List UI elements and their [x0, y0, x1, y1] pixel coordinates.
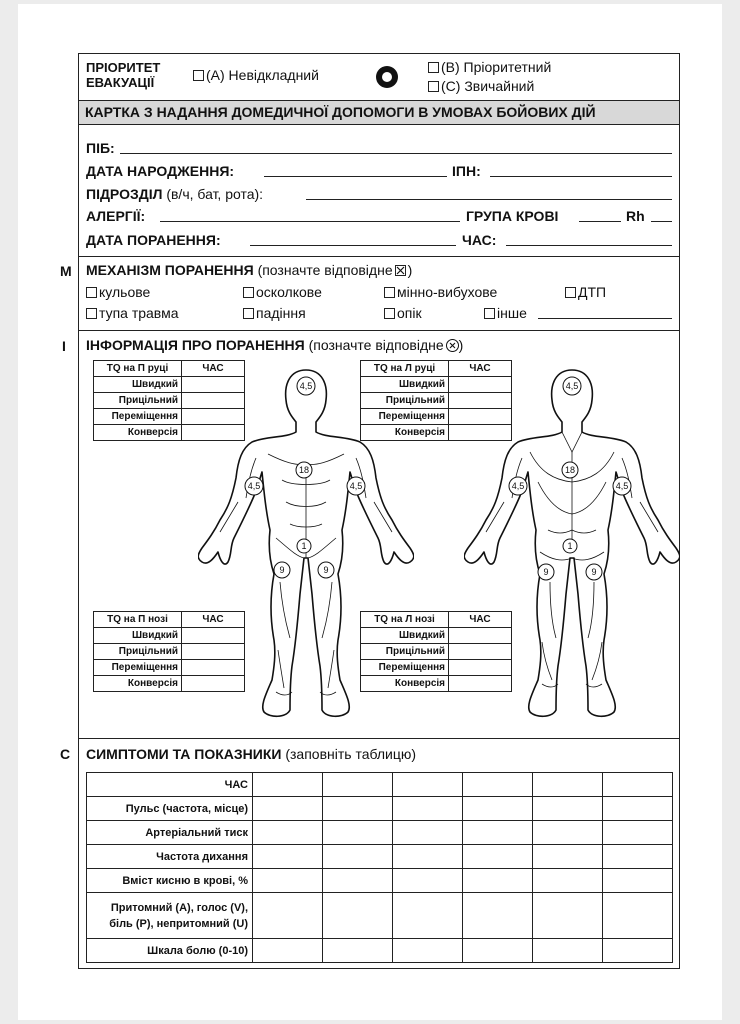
injury-date-field[interactable] [250, 245, 456, 246]
tq-left-leg-table: TQ на Л нозі ЧАС Швидкий Прицільний Переміщення Конверсія [360, 611, 512, 692]
symptoms-title: СИМПТОМИ ТА ПОКАЗНИКИ (заповніть таблицю) [86, 746, 417, 762]
tq-time-cell[interactable] [449, 425, 512, 441]
divider [78, 256, 680, 257]
vitals-cell[interactable] [253, 939, 323, 963]
vitals-cell[interactable] [603, 939, 673, 963]
tq-time-cell[interactable] [182, 425, 245, 441]
blood-type-label: ГРУПА КРОВІ [466, 208, 559, 224]
vitals-row [87, 821, 673, 845]
checkbox[interactable] [243, 308, 254, 319]
allergy-field[interactable] [160, 221, 460, 222]
vitals-row [87, 893, 673, 939]
body-label-arm: 4,5 [615, 481, 629, 491]
tq-time-cell[interactable] [449, 393, 512, 409]
circled-x-icon [446, 339, 459, 352]
vitals-cell[interactable] [533, 869, 603, 893]
vitals-cell[interactable] [463, 773, 533, 797]
body-label-groin: 1 [567, 541, 573, 551]
vitals-cell[interactable] [533, 939, 603, 963]
tq-right-leg-table: TQ на П нозі ЧАС Швидкий Прицільний Переміщення Конверсія [93, 611, 245, 692]
mechanism-title: МЕХАНІЗМ ПОРАНЕННЯ (позначте відповідне ) [86, 262, 413, 278]
evac-priority-title: ПРІОРИТЕТ ЕВАКУАЦІЇ [86, 60, 161, 90]
vitals-cell[interactable] [323, 821, 393, 845]
vitals-row [87, 797, 673, 821]
tq-time-cell[interactable] [182, 628, 245, 644]
vitals-row-label: Артеріальний тиск [87, 821, 253, 845]
vitals-cell[interactable] [323, 773, 393, 797]
vitals-cell[interactable] [533, 893, 603, 939]
body-label-arm: 4,5 [349, 481, 363, 491]
vitals-cell[interactable] [393, 845, 463, 869]
mechanism-option[interactable]: тупа травма [86, 305, 179, 321]
tq-time-cell[interactable] [182, 409, 245, 425]
section-letter-m: M [60, 263, 72, 279]
vitals-cell[interactable] [603, 893, 673, 939]
tq-time-cell[interactable] [449, 377, 512, 393]
blood-type-field[interactable] [579, 221, 621, 222]
vitals-cell[interactable] [323, 939, 393, 963]
vitals-cell[interactable] [323, 845, 393, 869]
vitals-row-label: Вміст кисню в крові, % [87, 869, 253, 893]
vitals-cell[interactable] [533, 845, 603, 869]
vitals-cell[interactable] [463, 939, 533, 963]
evac-option-a[interactable]: (A) Невідкладний [193, 67, 319, 83]
vitals-cell[interactable] [393, 939, 463, 963]
dob-label: ДАТА НАРОДЖЕННЯ: [86, 163, 235, 179]
tq-time-cell[interactable] [449, 644, 512, 660]
mechanism-option[interactable]: осколкове [243, 284, 322, 300]
vitals-row-label: Частота дихання [87, 845, 253, 869]
checkbox[interactable] [86, 287, 97, 298]
evac-option-b[interactable]: (B) Пріоритетний [428, 59, 551, 75]
body-label-groin: 1 [301, 541, 307, 551]
time-label: ЧАС: [462, 232, 497, 248]
vitals-cell[interactable] [323, 869, 393, 893]
vitals-cell[interactable] [393, 821, 463, 845]
vitals-cell[interactable] [463, 893, 533, 939]
vitals-row [87, 845, 673, 869]
vitals-cell[interactable] [463, 869, 533, 893]
vitals-cell[interactable] [253, 821, 323, 845]
body-label-torso: 18 [564, 465, 576, 475]
vitals-row [87, 869, 673, 893]
other-mechanism-field[interactable] [538, 318, 672, 319]
ipn-field[interactable] [490, 176, 672, 177]
tq-time-cell[interactable] [449, 676, 512, 692]
tq-time-cell[interactable] [182, 393, 245, 409]
name-field[interactable] [120, 153, 672, 154]
card-title: КАРТКА З НАДАННЯ ДОМЕДИЧНОЇ ДОПОМОГИ В УМОВАХ БОЙОВИХ ДІЙ [79, 101, 679, 124]
vitals-cell[interactable] [393, 869, 463, 893]
vitals-cell[interactable] [393, 893, 463, 939]
body-label-leg: 9 [543, 567, 549, 577]
vitals-cell[interactable] [463, 821, 533, 845]
vitals-cell[interactable] [603, 773, 673, 797]
vitals-row-label: Шкала болю (0-10) [87, 939, 253, 963]
checkbox[interactable] [384, 308, 395, 319]
time-field[interactable] [506, 245, 672, 246]
vitals-cell[interactable] [253, 869, 323, 893]
tq-time-cell[interactable] [182, 644, 245, 660]
vitals-cell[interactable] [253, 845, 323, 869]
vitals-row-label: Пульс (частота, місце) [87, 797, 253, 821]
vitals-cell[interactable] [603, 869, 673, 893]
tq-time-cell[interactable] [182, 676, 245, 692]
dob-field[interactable] [264, 176, 447, 177]
vitals-cell[interactable] [603, 845, 673, 869]
body-label-arm: 4,5 [247, 481, 261, 491]
vitals-cell[interactable] [533, 773, 603, 797]
section-letter-i: I [62, 338, 66, 354]
vitals-cell[interactable] [253, 797, 323, 821]
divider [78, 330, 680, 331]
body-label-leg: 9 [279, 565, 285, 575]
name-label: ПІБ: [86, 140, 115, 156]
mechanism-option[interactable]: опік [384, 305, 422, 321]
rh-label: Rh [626, 208, 645, 224]
mechanism-option[interactable]: ДТП [565, 284, 606, 300]
unit-label: ПІДРОЗДІЛ (в/ч, бат, рота): [86, 186, 264, 202]
section-letter-c: C [60, 746, 71, 762]
checkbox[interactable] [384, 287, 395, 298]
unit-field[interactable] [306, 199, 672, 200]
vitals-cell[interactable] [603, 821, 673, 845]
vitals-cell[interactable] [463, 797, 533, 821]
mechanism-option[interactable]: кульове [86, 284, 150, 300]
tq-time-cell[interactable] [182, 660, 245, 676]
body-label-head: 4,5 [299, 381, 313, 391]
mechanism-option[interactable]: падіння [243, 305, 306, 321]
mechanism-option[interactable]: мінно-вибухове [384, 284, 497, 300]
checkbox[interactable] [565, 287, 576, 298]
vitals-cell[interactable] [393, 797, 463, 821]
body-label-head: 4,5 [565, 381, 579, 391]
vitals-cell[interactable] [253, 893, 323, 939]
injury-date-label: ДАТА ПОРАНЕННЯ: [86, 232, 221, 248]
body-label-leg: 9 [323, 565, 329, 575]
vitals-cell[interactable] [323, 797, 393, 821]
body-label-arm: 4,5 [511, 481, 525, 491]
allergy-label: АЛЕРГІЇ: [86, 208, 146, 224]
vitals-cell[interactable] [393, 773, 463, 797]
vitals-row-label: Притомний (А), голос (V), біль (Р), непритомний (U) [87, 893, 253, 939]
vitals-cell[interactable] [533, 821, 603, 845]
ipn-label: ІПН: [452, 163, 481, 179]
body-label-leg: 9 [591, 567, 597, 577]
vitals-row [87, 773, 673, 797]
tq-time-cell[interactable] [449, 628, 512, 644]
checked-box-icon [395, 265, 406, 276]
body-label-torso: 18 [298, 465, 310, 475]
evac-option-c[interactable]: (C) Звичайний [428, 78, 534, 94]
divider [78, 124, 680, 125]
rh-field[interactable] [651, 221, 672, 222]
divider [78, 738, 680, 739]
tq-right-arm-table: TQ на П руці ЧАС Швидкий Прицільний Переміщення Конверсія [93, 360, 245, 441]
vitals-row-label: ЧАС [87, 773, 253, 797]
tq-time-cell[interactable] [449, 660, 512, 676]
tq-time-cell[interactable] [449, 409, 512, 425]
mechanism-option[interactable]: інше [484, 305, 527, 321]
vitals-cell[interactable] [323, 893, 393, 939]
vitals-cell[interactable] [253, 773, 323, 797]
injury-title: ІНФОРМАЦІЯ ПРО ПОРАНЕННЯ (позначте відповідне ) [86, 337, 464, 353]
checkbox[interactable] [243, 287, 254, 298]
vitals-table [86, 772, 673, 963]
vitals-cell[interactable] [603, 797, 673, 821]
tq-time-cell[interactable] [182, 377, 245, 393]
vitals-cell[interactable] [463, 845, 533, 869]
vitals-cell[interactable] [533, 797, 603, 821]
checkbox[interactable] [86, 308, 97, 319]
checkbox[interactable] [484, 308, 495, 319]
tq-left-arm-table: TQ на Л руці ЧАС Швидкий Прицільний Переміщення Конверсія [360, 360, 512, 441]
vitals-row [87, 939, 673, 963]
